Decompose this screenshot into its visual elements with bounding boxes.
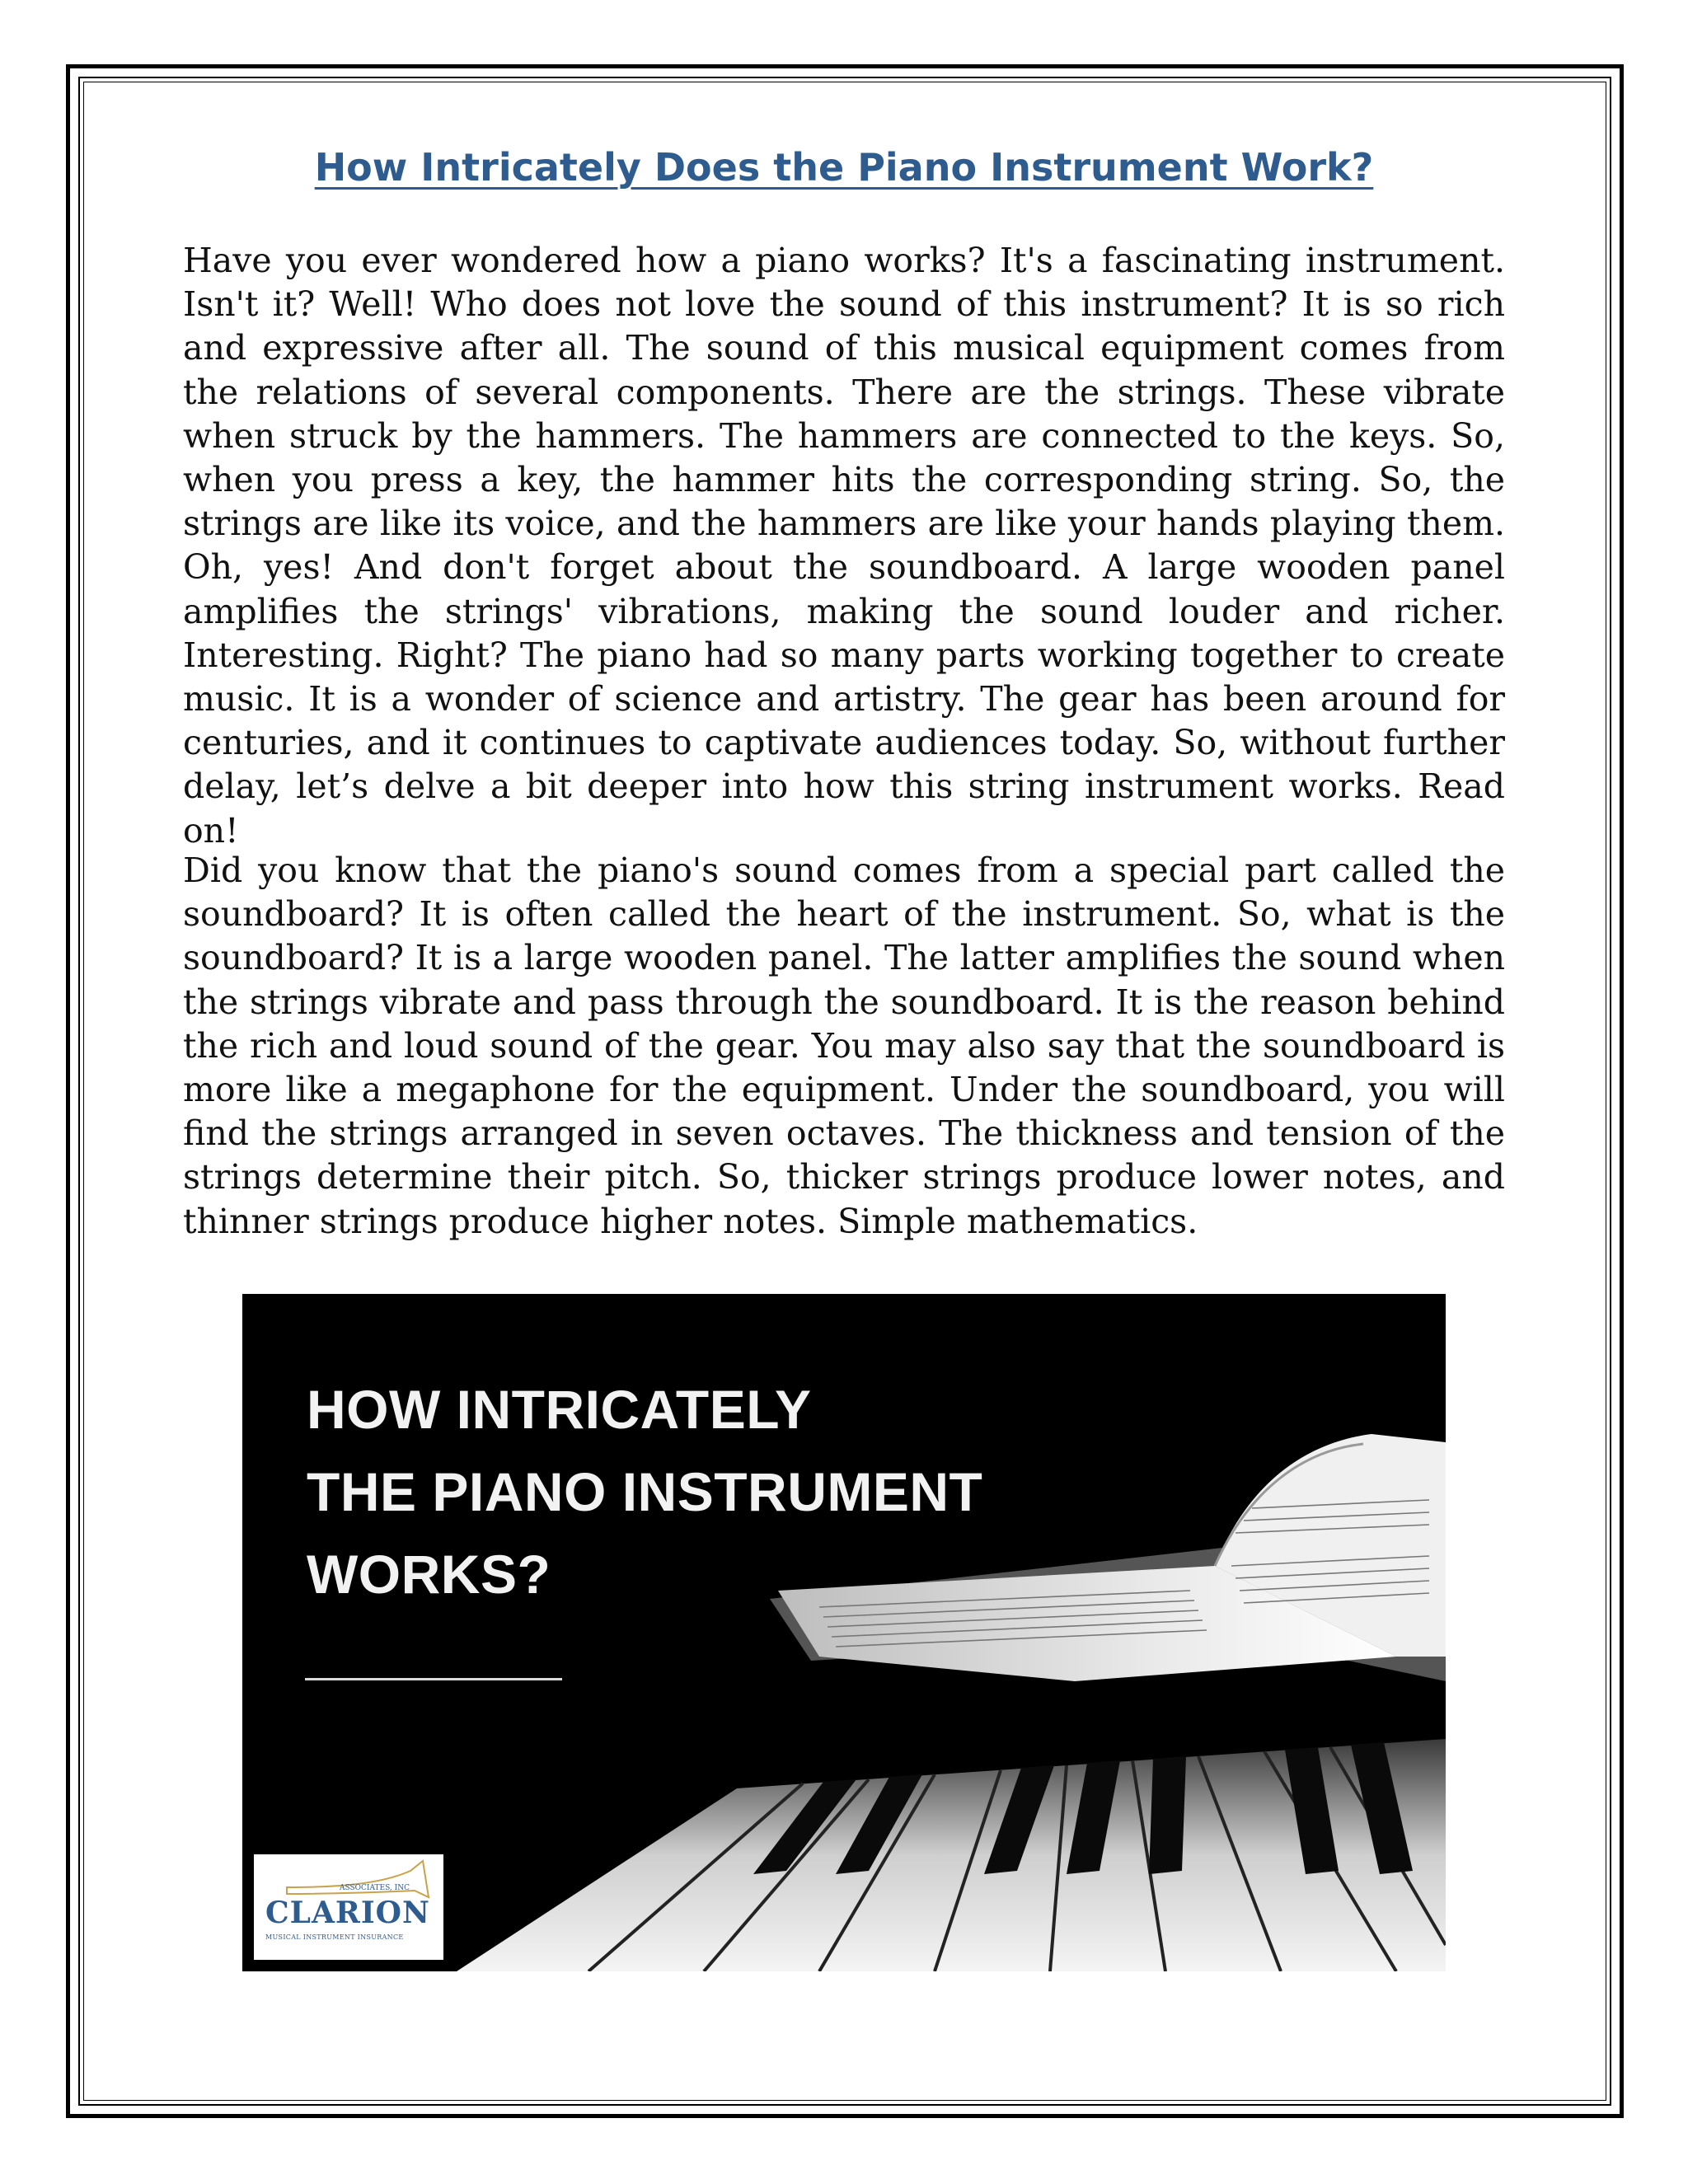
clarion-logo bbox=[254, 1854, 443, 1960]
hero-divider bbox=[305, 1678, 562, 1680]
hero-title-line-2: THE PIANO INSTRUMENT bbox=[307, 1461, 983, 1522]
article-paragraph-2: Did you know that the piano's sound comes from a special part called the soundboard? It is often called the heart of the instrument. So, what is the soundboard? It is a large wooden panel. The latter amplifies the sound when the strings vibrate and pass through the soundboard. It is the reason behind the rich and loud sound of the gear. You may also say that the soundboard is more like a megaphone for the equipment. Under the soundboard, you will find the strings arranged in seven octaves. The thickness and tension of the strings determine their pitch. So, thicker strings produce lower notes, and thinner strings produce higher notes. Simple mathematics. bbox=[183, 851, 1505, 1241]
hero-image bbox=[242, 1294, 1446, 1971]
logo-tagline-small: ASSOCIATES, INC bbox=[340, 1884, 410, 1892]
hero-title-line-1: HOW INTRICATELY bbox=[307, 1379, 812, 1440]
hero-title bbox=[307, 1368, 982, 1615]
piano-keys bbox=[457, 1739, 1446, 1971]
article-title: How Intricately Does the Piano Instrument Work? bbox=[314, 145, 1374, 190]
hero-title-line-3: WORKS? bbox=[307, 1544, 551, 1605]
logo-name: CLARION bbox=[265, 1896, 430, 1930]
logo-subtitle: MUSICAL INSTRUMENT INSURANCE bbox=[265, 1933, 404, 1941]
article-paragraph-1: Have you ever wondered how a piano works? It's a fascinating instrument. Isn't it? Well! Who does not love the sound of this instrument? It is so rich and expressive after all. The sound of this musical equipment comes from the relations of several components. There are the strings. These vibrate when struck by the hammers. The hammers are connected to the keys. So, when you press a key, the hammer hits the corresponding string. So, the strings are like its voice, and the hammers are like your hands playing them. Oh, yes! And don't forget about the soundboard. A large wooden panel amplifies the strings' vibrations, making the sound louder and richer. Interesting. Right? The piano had so many parts working together to create music. It is a wonder of science and artistry. The gear has been around for centuries, and it continues to captivate audiences today. So, without further delay, let’s delve a bit deeper into how this string instrument works. Read on! bbox=[183, 241, 1505, 851]
